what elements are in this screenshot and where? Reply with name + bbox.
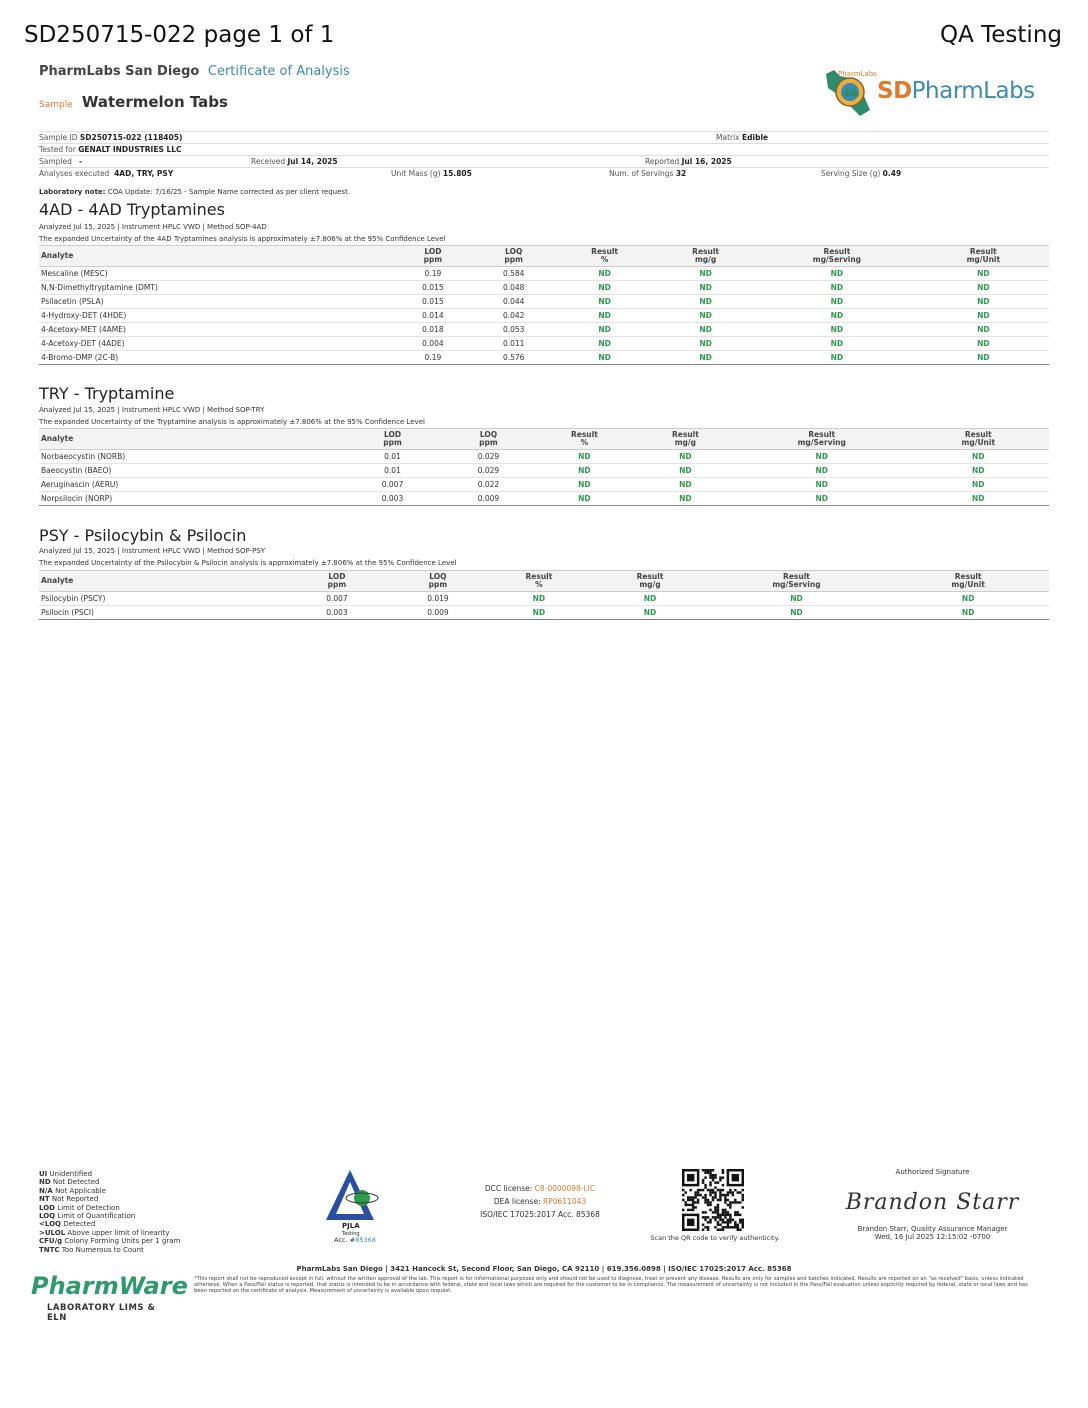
lab-name: PharmLabs San Diego	[39, 64, 200, 79]
sample-heading	[39, 92, 228, 111]
cell-loq: 0.011	[473, 337, 554, 351]
pjla-logo-icon	[320, 1168, 390, 1236]
servings-field: Num. of Servings 32	[609, 169, 687, 178]
svg-text:PJLA: PJLA	[342, 1222, 360, 1230]
column-header-loq: LOQ ppm	[473, 246, 554, 267]
cell-res-pct: ND	[534, 450, 635, 464]
analyte-name: 4-Acetoxy-MET (4AME)	[39, 323, 393, 337]
cell-lod: 0.018	[393, 323, 474, 337]
coa-title: Certificate of Analysis	[207, 64, 350, 79]
disclaimer: *This report shall not be reproduced except in full, without the written approval of the lab. This report is for informational purposes only and should not be used to diagnose, treat or prevent any disease. Results are only for samples and batches indicated. Results are reported on an "as received" basis, unless indicated otherwise. When a Pass/Fail status is reported, that status is intended to be in accordance with federal, state and local laws which are required for the customer to be in compliance. The measurement of uncertainty is not included in the Pass/Fail evaluation unless explicitly required by federal, state or local laws and has been reported on the certificate of analysis. Measurement of uncertainty is available upon request.	[194, 1276, 1028, 1294]
legend-item: CFU/g Colony Forming Units per 1 gram	[39, 1237, 181, 1246]
dea-license: DEA license: RP0611043	[493, 1197, 587, 1206]
cell-lod: 0.015	[393, 281, 474, 295]
cell-res-mgg: ND	[655, 337, 756, 351]
table-row	[39, 337, 1049, 351]
cell-res-unit: ND	[918, 267, 1049, 281]
sample-id-field: Sample ID SD250715-022 (118405)	[39, 133, 183, 142]
cell-loq: 0.044	[473, 295, 554, 309]
legend-item: ND Not Detected	[39, 1178, 100, 1187]
table-row	[39, 478, 1049, 492]
cell-lod: 0.19	[393, 267, 474, 281]
legend-item: TNTC Too Numerous to Count	[39, 1245, 144, 1254]
cell-loq: 0.048	[473, 281, 554, 295]
cell-res-unit: ND	[908, 492, 1049, 506]
cell-res-pct: ND	[554, 295, 655, 309]
cell-res-pct: ND	[554, 337, 655, 351]
column-header-res-mgg: Result mg/g	[594, 571, 705, 592]
cell-res-mgg: ND	[594, 592, 705, 606]
verification-qr-code[interactable]	[682, 1169, 744, 1231]
analyte-name: Aeruginascin (AERU)	[39, 478, 342, 492]
section-uncertainty: The expanded Uncertainty of the 4AD Tryptamines analysis is approximately ±7.806% at the 95% Confidence Level	[39, 235, 446, 243]
cell-res-unit: ND	[918, 323, 1049, 337]
cell-res-serv: ND	[736, 492, 908, 506]
meta-row-1	[39, 131, 1049, 143]
signature-block	[835, 1168, 1030, 1241]
laboratory-note: Laboratory note: COA Update: 7/16/25 - Sample Name corrected as per client request.	[39, 188, 351, 196]
dcc-license: DCC license: C8-0000098-LIC	[484, 1184, 596, 1193]
table-row	[39, 323, 1049, 337]
license-block	[440, 1182, 640, 1221]
column-header-analyte: Analyte	[39, 429, 342, 450]
cell-res-pct: ND	[554, 351, 655, 365]
cell-res-mgg: ND	[655, 351, 756, 365]
sampled-field: Sampled -	[39, 157, 83, 166]
cell-lod: 0.01	[342, 450, 443, 464]
legend-item: UI Unidentified	[39, 1170, 93, 1178]
cell-loq: 0.029	[443, 464, 534, 478]
cell-res-mgg: ND	[635, 492, 736, 506]
table-row	[39, 295, 1049, 309]
table-row	[39, 606, 1049, 620]
cell-res-unit: ND	[908, 464, 1049, 478]
cell-loq: 0.584	[473, 267, 554, 281]
column-header-res-serv: Result mg/Serving	[706, 571, 888, 592]
cell-res-mgg: ND	[655, 309, 756, 323]
cell-res-mgg: ND	[655, 323, 756, 337]
results-table	[39, 570, 1049, 620]
cell-loq: 0.022	[443, 478, 534, 492]
cell-loq: 0.009	[443, 492, 534, 506]
column-header-res-mgg: Result mg/g	[655, 246, 756, 267]
cell-res-unit: ND	[918, 351, 1049, 365]
column-header-lod: LOD ppm	[342, 429, 443, 450]
table-header-row	[39, 571, 1049, 592]
column-header-loq: LOQ ppm	[443, 429, 534, 450]
cell-res-serv: ND	[706, 606, 888, 620]
abbreviation-legend	[39, 1170, 180, 1254]
legend-item: >ULOL Above upper limit of linearity	[39, 1228, 170, 1237]
cell-loq: 0.576	[473, 351, 554, 365]
cell-lod: 0.007	[342, 478, 443, 492]
cell-res-pct: ND	[534, 492, 635, 506]
table-row	[39, 267, 1049, 281]
analyte-name: N,N-Dimethyltryptamine (DMT)	[39, 281, 393, 295]
cell-loq: 0.042	[473, 309, 554, 323]
column-header-res-pct: Result %	[554, 246, 655, 267]
table-header-row	[39, 429, 1049, 450]
legend-item: LOQ Limit of Quantification	[39, 1212, 136, 1221]
tested-for-field: Tested for GENALT INDUSTRIES LLC	[39, 145, 182, 154]
handwritten-signature: Brandon Starr	[845, 1190, 1020, 1215]
column-header-res-unit: Result mg/Unit	[918, 246, 1049, 267]
iso-accreditation: ISO/IEC 17025:2017 Acc. 85368	[480, 1210, 600, 1219]
cell-res-mgg: ND	[635, 478, 736, 492]
cell-res-serv: ND	[756, 351, 918, 365]
cell-lod: 0.19	[393, 351, 474, 365]
column-header-analyte: Analyte	[39, 571, 281, 592]
cell-res-mgg: ND	[655, 295, 756, 309]
cell-loq: 0.053	[473, 323, 554, 337]
cell-lod: 0.015	[393, 295, 474, 309]
section-title: PSY - Psilocybin & Psilocin	[39, 526, 247, 545]
column-header-res-mgg: Result mg/g	[635, 429, 736, 450]
cell-res-pct: ND	[554, 323, 655, 337]
cell-res-serv: ND	[706, 592, 888, 606]
document-type: QA Testing	[939, 22, 1062, 48]
results-table	[39, 245, 1049, 365]
table-header-row	[39, 246, 1049, 267]
qr-caption: Scan the QR code to verify authenticity.	[650, 1234, 780, 1242]
analyte-name: Norpsilocin (NORP)	[39, 492, 342, 506]
cell-res-unit: ND	[908, 478, 1049, 492]
cell-res-unit: ND	[918, 281, 1049, 295]
section-analyzed: Analyzed Jul 15, 2025 | Instrument HPLC VWD | Method SOP-PSY	[39, 547, 266, 555]
analyte-name: 4-Hydroxy-DET (4HDE)	[39, 309, 393, 323]
column-header-res-unit: Result mg/Unit	[908, 429, 1049, 450]
cell-loq: 0.009	[392, 606, 483, 620]
table-row	[39, 592, 1049, 606]
cell-res-mgg: ND	[655, 267, 756, 281]
cell-res-mgg: ND	[635, 450, 736, 464]
cell-res-serv: ND	[756, 267, 918, 281]
cell-res-mgg: ND	[594, 606, 705, 620]
cell-res-pct: ND	[483, 606, 594, 620]
cell-res-serv: ND	[736, 450, 908, 464]
cell-res-pct: ND	[483, 592, 594, 606]
table-row	[39, 492, 1049, 506]
cell-res-serv: ND	[756, 295, 918, 309]
cell-lod: 0.003	[342, 492, 443, 506]
analyses-field: Analyses executed 4AD, TRY, PSY	[39, 169, 174, 178]
matrix-field: Matrix Edible	[716, 133, 769, 142]
cell-loq: 0.019	[392, 592, 483, 606]
pjla-accreditation	[320, 1168, 390, 1248]
cell-res-pct: ND	[554, 267, 655, 281]
cell-res-serv: ND	[756, 281, 918, 295]
legend-item: <LOQ Detected	[39, 1220, 96, 1229]
cell-lod: 0.014	[393, 309, 474, 323]
received-field: Received Jul 14, 2025	[251, 157, 338, 166]
svg-text:Testing: Testing	[342, 1231, 360, 1236]
cell-res-unit: ND	[887, 606, 1049, 620]
cell-res-serv: ND	[736, 464, 908, 478]
table-row	[39, 351, 1049, 365]
meta-row-2	[39, 143, 1049, 155]
column-header-lod: LOD ppm	[281, 571, 392, 592]
section-uncertainty: The expanded Uncertainty of the Tryptamine analysis is approximately ±7.806% at the 95% Confidence Level	[39, 418, 425, 426]
cell-lod: 0.01	[342, 464, 443, 478]
column-header-res-serv: Result mg/Serving	[736, 429, 908, 450]
cell-res-pct: ND	[554, 309, 655, 323]
authorized-signature-label: Authorized Signature	[895, 1168, 970, 1176]
cell-lod: 0.003	[281, 606, 392, 620]
section-uncertainty: The expanded Uncertainty of the Psilocybin & Psilocin analysis is approximately ±7.806% at the 95% Confidence Level	[39, 559, 457, 567]
section-title: 4AD - 4AD Tryptamines	[39, 200, 225, 219]
legend-item: LOD Limit of Detection	[39, 1203, 120, 1212]
column-header-res-pct: Result %	[483, 571, 594, 592]
section-analyzed: Analyzed Jul 15, 2025 | Instrument HPLC VWD | Method SOP-TRY	[39, 406, 265, 414]
table-row	[39, 309, 1049, 323]
analyte-name: Baeocystin (BAEO)	[39, 464, 342, 478]
sdpharmlabs-logo	[820, 66, 1050, 120]
cell-lod: 0.007	[281, 592, 392, 606]
serving-size-field: Serving Size (g) 0.49	[821, 169, 902, 178]
table-row	[39, 464, 1049, 478]
column-header-analyte: Analyte	[39, 246, 393, 267]
analyte-name: Norbaeocystin (NORB)	[39, 450, 342, 464]
california-seal-icon	[820, 66, 880, 120]
cell-res-unit: ND	[908, 450, 1049, 464]
cell-res-pct: ND	[534, 478, 635, 492]
cell-loq: 0.029	[443, 450, 534, 464]
legend-item: NT Not Reported	[39, 1195, 99, 1204]
unit-mass-field: Unit Mass (g) 15.805	[391, 169, 472, 178]
column-header-lod: LOD ppm	[393, 246, 474, 267]
cell-res-pct: ND	[554, 281, 655, 295]
analyte-name: Psilacetin (PSLA)	[39, 295, 393, 309]
results-table	[39, 428, 1049, 506]
meta-row-3	[39, 155, 1049, 167]
pharmware-logo: PharmWare LABORATORY LIMS & ELN	[31, 1272, 188, 1323]
column-header-res-unit: Result mg/Unit	[887, 571, 1049, 592]
logo-wordmark: SDPharmLabs	[877, 78, 1035, 104]
analyte-name: Psilocybin (PSCY)	[39, 592, 281, 606]
meta-row-4	[39, 167, 1049, 179]
cell-res-serv: ND	[756, 323, 918, 337]
section-analyzed: Analyzed Jul 15, 2025 | Instrument HPLC VWD | Method SOP-4AD	[39, 223, 267, 231]
pjla-acc-number: Acc. #85368	[334, 1236, 376, 1244]
lab-address: PharmLabs San Diego | 3421 Hancock St, Second Floor, San Diego, CA 92110 | 619.356.0898 | ISO/IEC 17025:2017 Acc. 85368	[296, 1265, 792, 1273]
reported-field: Reported Jul 16, 2025	[645, 157, 732, 166]
signer-info: Brandon Starr, Quality Assurance Manager Wed, 16 Jul 2025 12:15:02 -0700	[857, 1225, 1008, 1241]
cell-res-unit: ND	[887, 592, 1049, 606]
cell-lod: 0.004	[393, 337, 474, 351]
table-row	[39, 281, 1049, 295]
sample-label: Sample	[39, 100, 73, 110]
cell-res-unit: ND	[918, 309, 1049, 323]
cell-res-mgg: ND	[655, 281, 756, 295]
document-id: SD250715-022 page 1 of 1	[24, 22, 335, 48]
table-row	[39, 450, 1049, 464]
column-header-res-serv: Result mg/Serving	[756, 246, 918, 267]
column-header-res-pct: Result %	[534, 429, 635, 450]
cell-res-serv: ND	[756, 337, 918, 351]
analyte-name: 4-Acetoxy-DET (4ADE)	[39, 337, 393, 351]
cell-res-unit: ND	[918, 337, 1049, 351]
cell-res-serv: ND	[756, 309, 918, 323]
cell-res-unit: ND	[918, 295, 1049, 309]
analyte-name: 4-Bromo-DMP (2C-B)	[39, 351, 393, 365]
svg-text:PharmLabs: PharmLabs	[838, 70, 877, 78]
column-header-loq: LOQ ppm	[392, 571, 483, 592]
analyte-name: Psilocin (PSCI)	[39, 606, 281, 620]
sample-name: Watermelon Tabs	[81, 93, 228, 111]
analyte-name: Mescaline (MESC)	[39, 267, 393, 281]
cell-res-mgg: ND	[635, 464, 736, 478]
legend-item: N/A Not Applicable	[39, 1186, 106, 1195]
lab-heading	[39, 64, 350, 79]
section-title: TRY - Tryptamine	[39, 384, 175, 403]
cell-res-pct: ND	[534, 464, 635, 478]
cell-res-serv: ND	[736, 478, 908, 492]
